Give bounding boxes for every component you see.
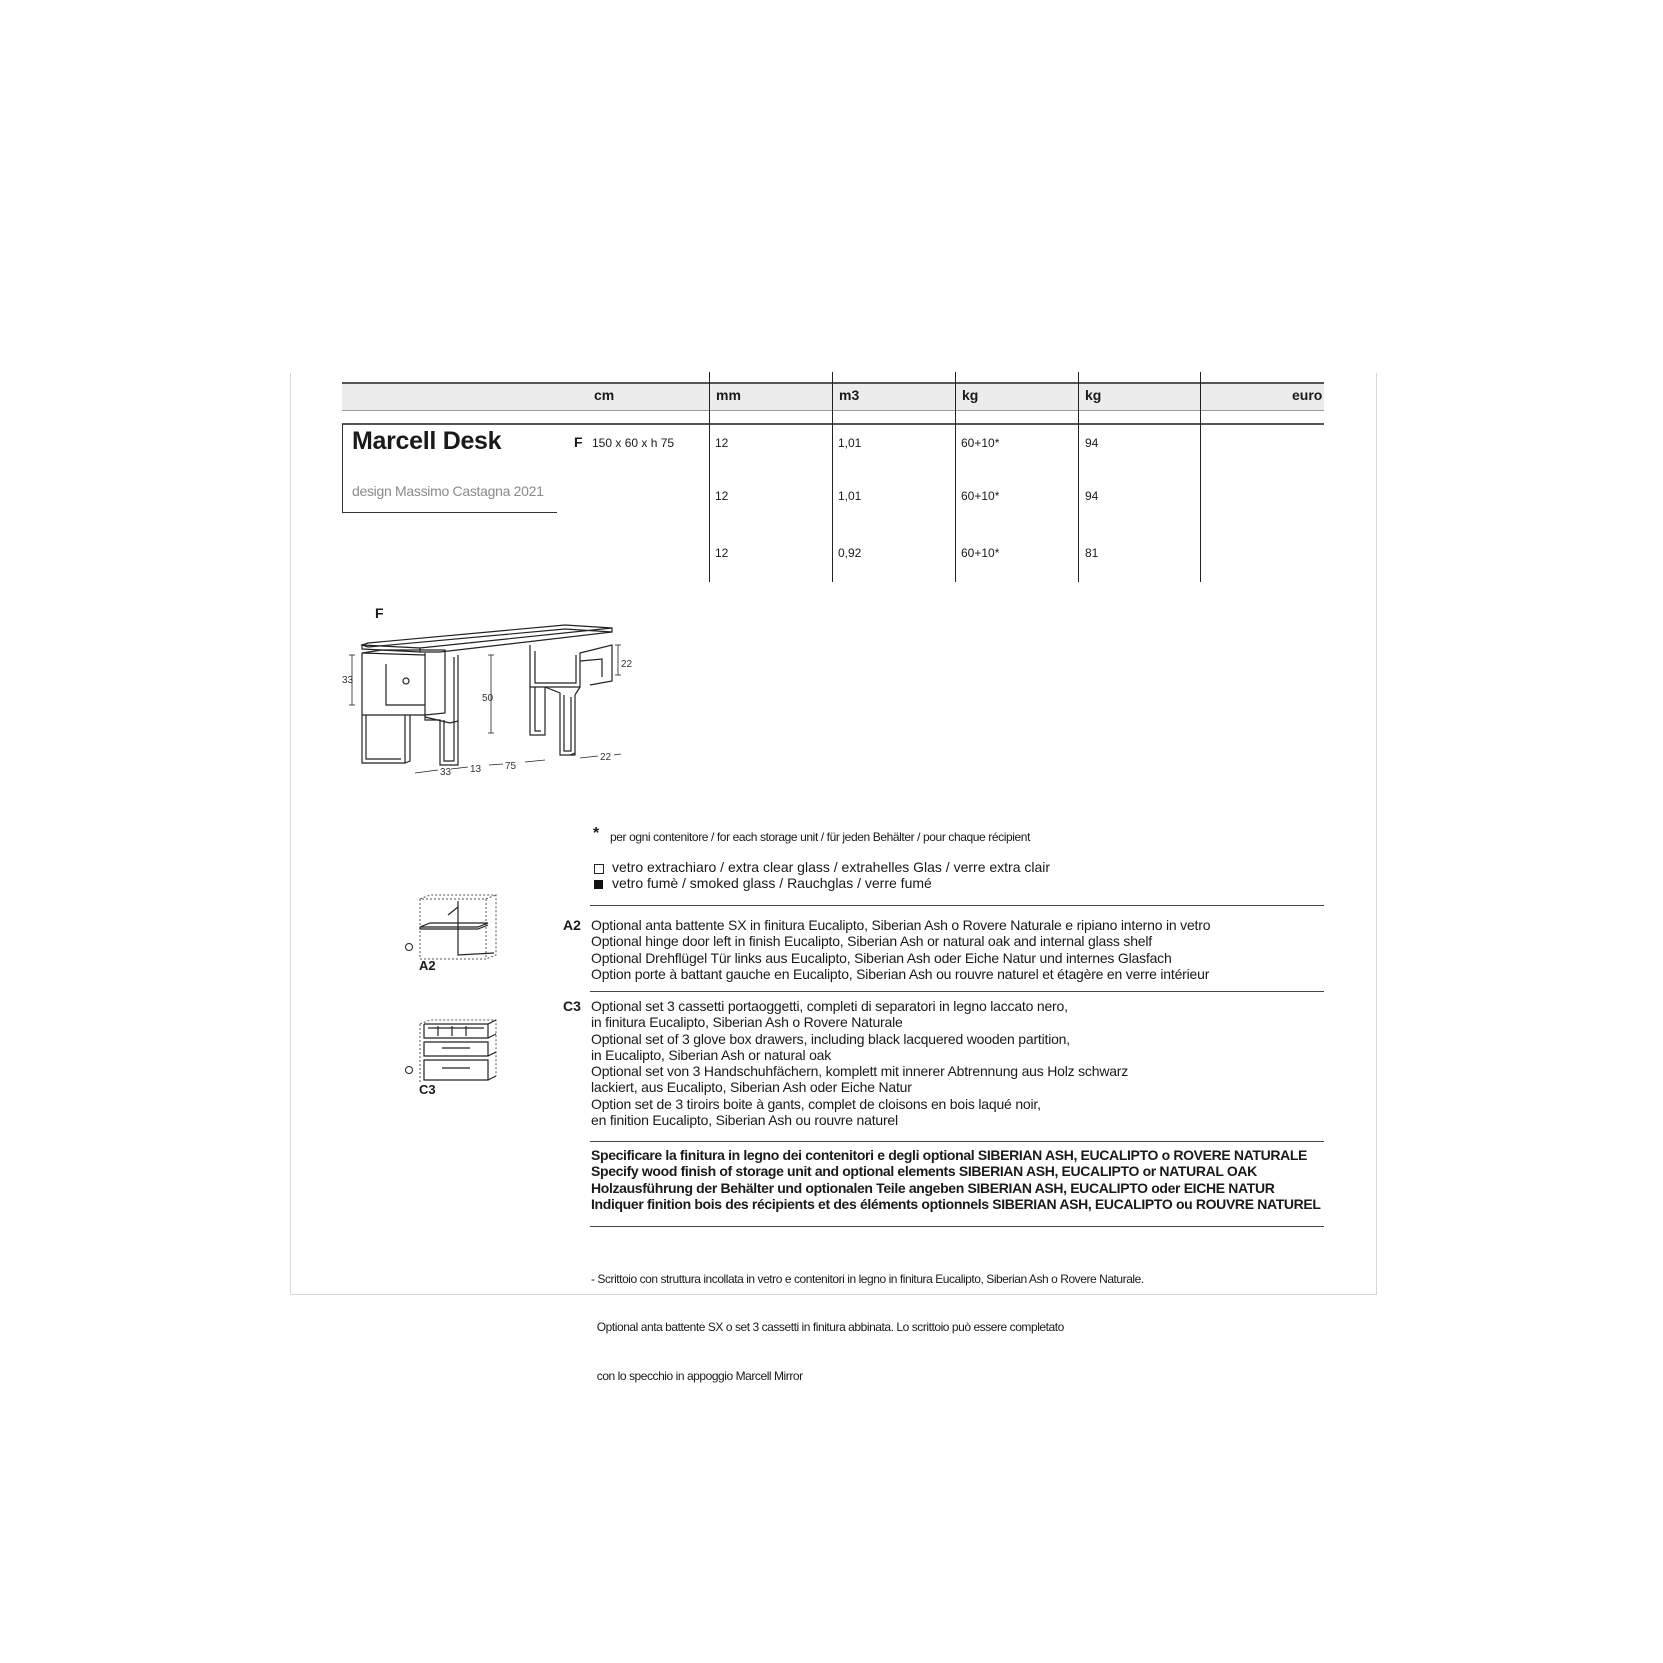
asterisk-mark: * — [593, 825, 600, 842]
col-header-price: euro — [1292, 387, 1323, 403]
col-header-dimensions: cm — [594, 387, 615, 403]
cell-load: 60+10* — [961, 436, 1000, 450]
cell-weight: 81 — [1085, 546, 1099, 560]
finish-line: Specificare la finitura in legno dei contenitori e degli optional SIBERIAN ASH, EUCALIPTO o ROVERE NATURALE — [591, 1147, 1308, 1163]
dim-width-a: 33 — [440, 767, 452, 778]
cell-volume: 0,92 — [838, 546, 862, 560]
option-c3-line: in finitura Eucalipto, Siberian Ash o Rovere Naturale — [591, 1014, 903, 1031]
finish-line: Holzausführung der Behälter und optionalen Teile angeben SIBERIAN ASH, EUCALIPTO oder EICHE NATUR — [591, 1179, 1275, 1196]
footnote — [591, 1238, 1331, 1401]
column-divider — [1078, 372, 1079, 582]
dim-width-c: 75 — [505, 761, 517, 772]
product-title: Marcell Desk — [352, 427, 502, 455]
option-c3-code: C3 — [563, 998, 581, 1014]
option-c3-line: lackiert, aus Eucalipto, Siberian Ash oder Eiche Natur — [591, 1079, 912, 1096]
option-c3-drawing-label: C3 — [419, 1082, 436, 1097]
option-a2-line: Optional Drehflügel Tür links aus Eucalipto, Siberian Ash oder Eiche Natur und internes Glasfach — [591, 949, 1172, 966]
table-header-band — [342, 382, 1324, 411]
col-header-thickness: mm — [716, 387, 741, 403]
option-c3-circle-icon — [405, 1066, 413, 1074]
column-divider — [832, 372, 833, 582]
dim-height-right: 22 — [621, 659, 633, 670]
cell-thickness: 12 — [715, 489, 729, 503]
section-divider — [590, 991, 1324, 992]
section-divider — [590, 905, 1324, 906]
dim-width-d: 22 — [600, 752, 612, 763]
option-c3-line: en finition Eucalipto, Siberian Ash ou rouvre naturel — [591, 1112, 898, 1129]
finish-line: Specify wood finish of storage unit and optional elements SIBERIAN ASH, EUCALIPTO or NATURAL OAK — [591, 1163, 1257, 1180]
column-divider — [709, 372, 710, 582]
cell-dimensions: 150 x 60 x h 75 — [592, 436, 675, 450]
drawing-label: F — [375, 605, 384, 621]
finish-specification — [591, 1147, 1331, 1212]
section-divider — [590, 1141, 1324, 1142]
dim-height-mid: 50 — [482, 693, 494, 704]
option-a2-drawing — [418, 895, 498, 965]
option-a2-line: Optional anta battente SX in finitura Eucalipto, Siberian Ash o Rovere Naturale e ripiano interno in vetro — [591, 917, 1211, 933]
note-glass-clear: vetro extrachiaro / extra clear glass / extrahelles Glas / verre extra clair — [612, 859, 1051, 875]
option-c3-line: Option set de 3 tiroirs boite à gants, complet de cloisons en bois laqué noir, — [591, 1095, 1041, 1112]
option-a2-circle-icon — [405, 943, 413, 951]
footnote-line: Optional anta battente SX o set 3 cassetti in finitura abbinata. Lo scrittoio può essere completato — [591, 1320, 1064, 1335]
cell-thickness: 12 — [715, 436, 729, 450]
column-divider — [955, 372, 956, 582]
dim-width-b: 13 — [470, 764, 482, 775]
option-a2-line: Optional hinge door left in finish Eucalipto, Siberian Ash or natural oak and internal glass shelf — [591, 933, 1152, 950]
note-per-container: per ogni contenitore / for each storage unit / für jeden Behälter / pour chaque récipient — [610, 830, 1031, 844]
option-a2-line: Option porte à battant gauche en Eucalipto, Siberian Ash ou rouvre naturel et étagère en verre intérieur — [591, 965, 1210, 982]
footnote-line: - Scrittoio con struttura incollata in vetro e contenitori in legno in finitura Eucalipto, Siberian Ash o Rovere Naturale. — [591, 1271, 1144, 1286]
desk-drawing — [340, 615, 633, 795]
cell-load: 60+10* — [961, 546, 1000, 560]
option-c3-drawing — [418, 1018, 498, 1084]
page-border-left — [290, 373, 291, 1295]
clear-glass-icon — [594, 864, 604, 874]
col-header-weight: kg — [1085, 387, 1102, 403]
cell-weight: 94 — [1085, 436, 1099, 450]
cell-thickness: 12 — [715, 546, 729, 560]
option-a2-code: A2 — [563, 917, 581, 933]
finish-line: Indiquer finition bois des récipients et des éléments optionnels SIBERIAN ASH, EUCALIPTO ou ROUVRE NATUREL — [591, 1195, 1321, 1212]
row-label: F — [574, 434, 583, 450]
footnote-line: con lo specchio in appoggio Marcell Mirror — [591, 1369, 803, 1384]
col-header-load: kg — [962, 387, 979, 403]
column-divider — [1200, 372, 1201, 582]
product-designer: design Massimo Castagna 2021 — [352, 483, 544, 499]
cell-weight: 94 — [1085, 489, 1099, 503]
note-glass-smoked: vetro fumè / smoked glass / Rauchglas / verre fumé — [612, 875, 932, 891]
smoked-glass-icon — [594, 880, 603, 889]
option-c3-line: Optional set 3 cassetti portaoggetti, completi di separatori in legno laccato nero, — [591, 998, 1068, 1014]
option-c3-text — [591, 998, 1331, 1128]
dim-height-left: 33 — [342, 675, 354, 686]
cell-volume: 1,01 — [838, 489, 862, 503]
section-divider — [590, 1226, 1324, 1227]
page-border-right — [1376, 373, 1377, 1295]
option-a2-text — [591, 917, 1331, 982]
col-header-volume: m3 — [839, 387, 860, 403]
cell-volume: 1,01 — [838, 436, 862, 450]
option-c3-line: in Eucalipto, Siberian Ash or natural oak — [591, 1046, 832, 1063]
option-a2-drawing-label: A2 — [419, 958, 436, 973]
cell-load: 60+10* — [961, 489, 1000, 503]
option-c3-line: Optional set of 3 glove box drawers, including black lacquered wooden partition, — [591, 1030, 1070, 1047]
option-c3-line: Optional set von 3 Handschuhfächern, komplett mit innerer Abtrennung aus Holz schwarz — [591, 1063, 1129, 1080]
